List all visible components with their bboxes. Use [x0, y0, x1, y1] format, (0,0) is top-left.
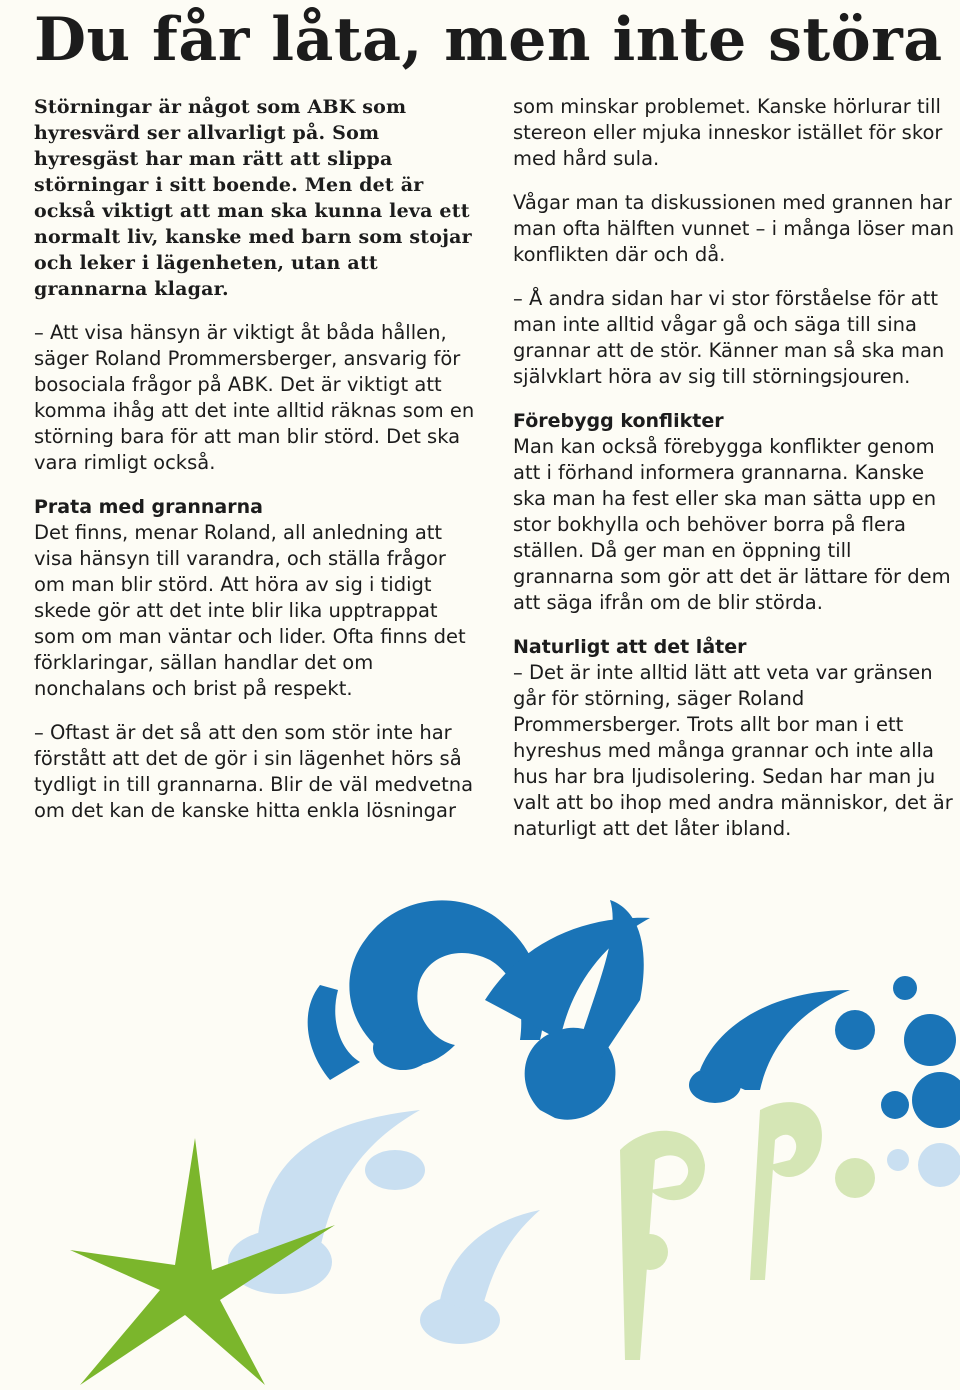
music-note-icon: [308, 900, 850, 1120]
section-heading-naturligt: Naturligt att det låter: [513, 636, 747, 658]
page-title: Du får låta, men inte störa: [34, 5, 943, 75]
section-heading-prata: Prata med grannarna: [34, 496, 263, 518]
body-paragraph: Vågar man ta diskussionen med grannen har man ofta hälften vunnet – i många löser man konflikten där och då.: [513, 191, 955, 266]
body-paragraph: Man kan också förebygga konflikter genom att i förhand informera grannarna. Kanske ska man ha fest eller ska man sätta upp en stor bokhylla och behöver borra på flera ställen. Då ger man en öppning till grannarna som gör att det är lättare för dem att säga ifrån om de blir störda.: [513, 435, 951, 614]
body-paragraph: – Å andra sidan har vi stor förståelse för att man inte alltid vågar gå och säga till sina grannar att de stör. Känner man så ska man självklart höra av sig till störningsjouren.: [513, 287, 945, 388]
dot-icon: [835, 976, 960, 1128]
left-column: [34, 94, 482, 842]
body-paragraph: Det finns, menar Roland, all anledning att visa hänsyn till varandra, och ställa frågor om man blir störd. Att höra av sig i tidigt skede gör att det inte blir lika upptrappat som om man väntar och lider. Ofta finns det förklaringar, sällan handlar det om nonchalans och brist på respekt.: [34, 521, 466, 700]
music-note-icon: [620, 1102, 875, 1360]
dot-icon: [887, 1143, 960, 1187]
section-heading-forebygg: Förebygg konflikter: [513, 410, 724, 432]
quote-paragraph: – Att visa hänsyn är viktigt åt båda hållen, säger Roland Prommersberger, ansvarig för bosociala frågor på ABK. Det är viktigt att komma ihåg att det inte alltid räknas som en störning bara för att man blir störd. Det ska vara rimligt också.: [34, 321, 475, 474]
music-note-icon: [228, 1110, 540, 1344]
intro-paragraph: Störningar är något som ABK som hyresvärd ser allvarligt på. Som hyresgäst har man rätt att slippa störningar i sitt boende. Men det är också viktigt att man ska kunna leva ett normalt liv, kanske med barn som stojar och leker i lägenheten, utan att grannarna klagar.: [34, 96, 472, 300]
right-column: [513, 94, 958, 860]
body-paragraph: – Det är inte alltid lätt att veta var gränsen går för störning, säger Roland Prommersberger. Trots allt bor man i ett hyreshus med många grannar och inte alla hus har bra ljudisolering. Sedan har man ju valt att bo ihop med andra människor, det är naturligt att det låter ibland.: [513, 661, 953, 840]
music-decoration: [0, 860, 960, 1390]
body-paragraph: som minskar problemet. Kanske hörlurar till stereon eller mjuka inneskor istället för skor med hård sula.: [513, 95, 943, 170]
body-paragraph: – Oftast är det så att den som stör inte har förstått att det de gör i sin lägenhet hörs så tydligt in till grannarna. Blir de väl medvetna om det kan de kanske hitta enkla lösningar: [34, 721, 474, 822]
